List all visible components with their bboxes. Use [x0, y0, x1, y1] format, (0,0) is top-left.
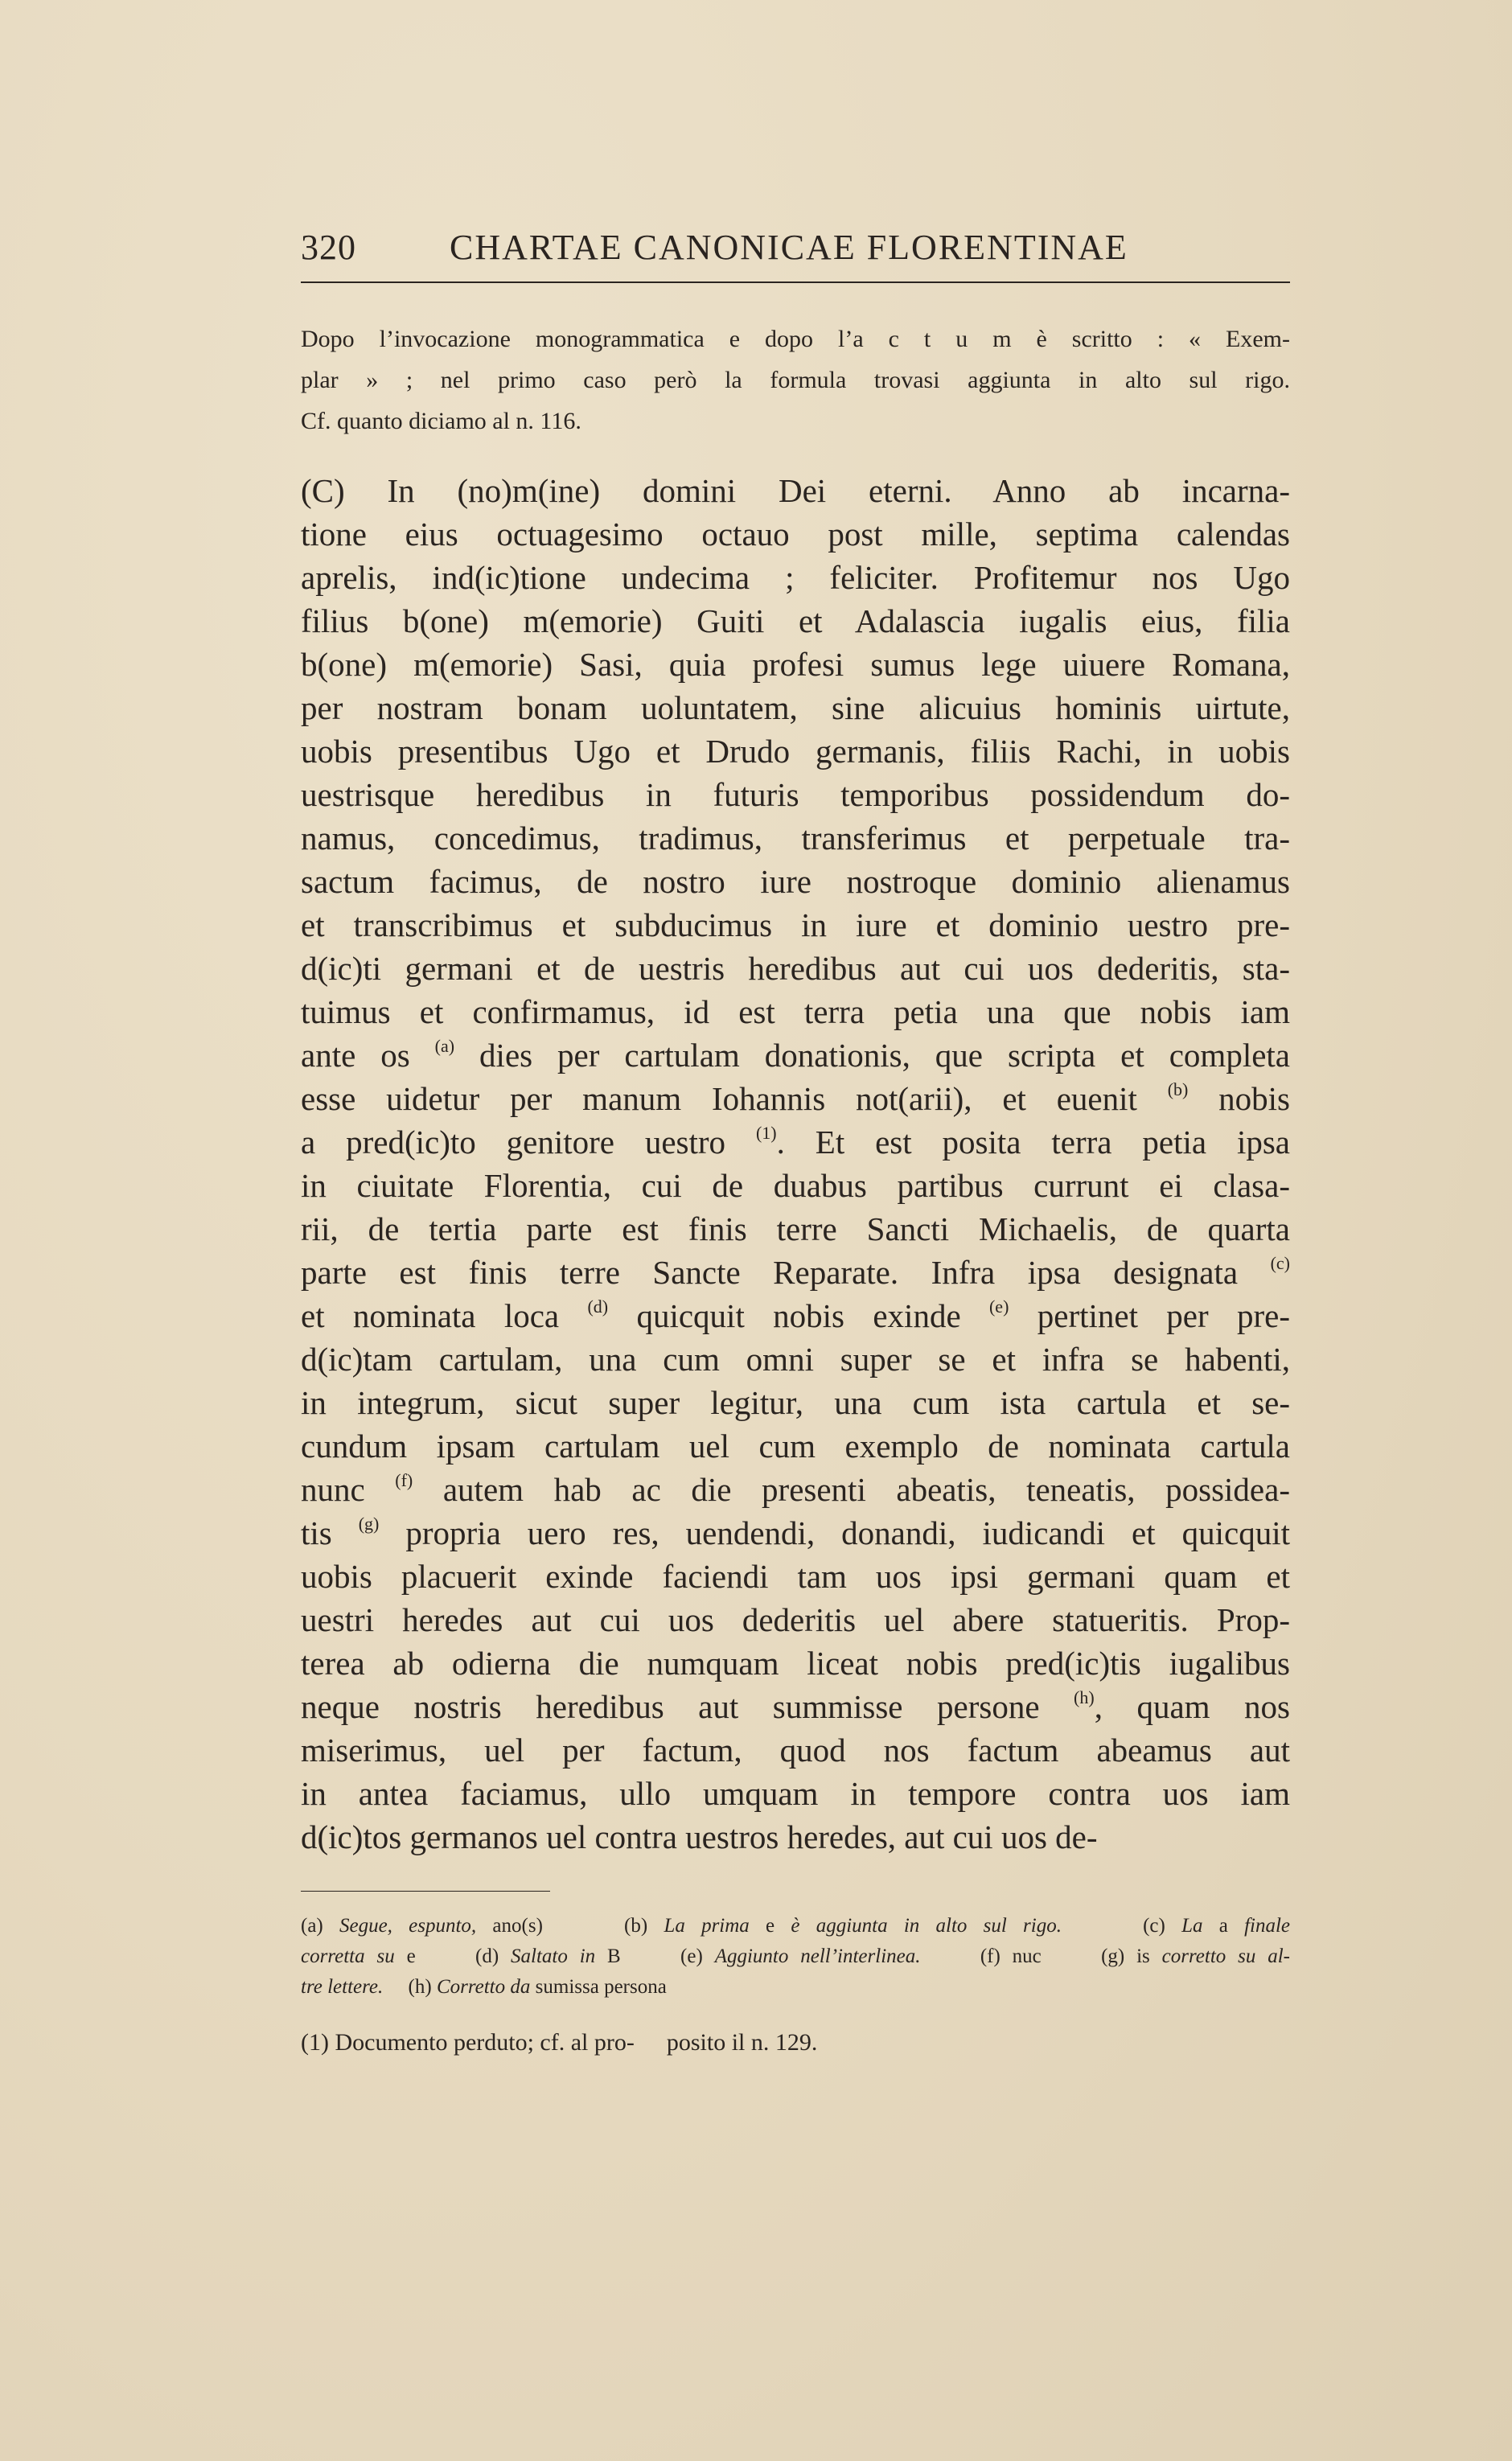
text-line: b(one) m(emorie) Sasi, quia profesi sumus lege uiuere Romana,: [301, 646, 1290, 683]
header-rule: [301, 281, 1290, 283]
text-line: rii, de tertia parte est finis terre Sancti Michaelis, de quarta: [301, 1210, 1290, 1247]
apparatus-segment: Segue, espunto,: [339, 1915, 477, 1937]
apparatus-segment: a: [1202, 1915, 1245, 1937]
page-number: 320: [301, 228, 356, 267]
introductory-note: [301, 318, 1290, 442]
apparatus-segment: B (e): [595, 1945, 715, 1967]
text-line: nunc $^{(f)}$ autem hab ac die presenti abeatis, teneatis, possidea-: [301, 1470, 1290, 1508]
apparatus-segment: tre lettere.: [301, 1976, 384, 1998]
text-line: et transcribimus et subducimus in iure et dominio uestro pre-: [301, 906, 1290, 943]
apparatus-segment: Corretto da: [436, 1976, 531, 1998]
text-line: d(ic)tos germanos uel contra uestros heredes, aut cui uos de-: [301, 1818, 1098, 1855]
note-marker: (e): [988, 1296, 1009, 1317]
text-line: namus, concedimus, tradimus, transferimus et perpetuale tra-: [301, 820, 1290, 857]
text-line: tione eius octuagesimo octauo post mille, septima calendas: [301, 516, 1290, 553]
page-header: [301, 217, 1290, 281]
apparatus-segment: (a): [301, 1915, 339, 1937]
apparatus-segment: e: [749, 1915, 791, 1937]
apparatus-segment: (c): [1061, 1915, 1182, 1937]
footnote-1-part2: posito il n. 129.: [666, 2029, 818, 2056]
apparatus-segment: ano(s) (b): [476, 1915, 664, 1937]
note-marker: (g): [358, 1514, 380, 1534]
apparatus-segment: corretto su al-: [1161, 1945, 1291, 1967]
text-line: tuimus et confirmamus, id est terra petia una que nobis iam: [301, 993, 1290, 1030]
text-line: (C) In (no)m(ine) domini Dei eterni. Anno ab incarna-: [301, 472, 1290, 509]
text-line: d(ic)tam cartulam, una cum omni super se et infra se habenti,: [301, 1341, 1290, 1378]
text-line: uobis presentibus Ugo et Drudo germanis, filiis Rachi, in uobis: [301, 733, 1290, 770]
text-line: ante os $^{(a)}$ dies per cartulam donationis, que scripta et completa: [301, 1036, 1291, 1074]
apparatus-segment: (h): [383, 1976, 437, 1998]
text-line: esse uidetur per manum Iohannis not(arii), et euenit $^{(b)}$ nobis: [301, 1079, 1290, 1117]
footnote-1-part1: (1) Documento perduto; cf. al pro-: [301, 2029, 635, 2056]
text-line: uobis placuerit exinde faciendi tam uos ipsi germani quam et: [301, 1558, 1290, 1595]
apparatus-segment: La: [1181, 1915, 1203, 1937]
apparatus-segment: finale: [1244, 1915, 1290, 1937]
intro-line: Cf. quanto diciamo al n. 116.: [301, 408, 581, 434]
apparatus-line: [301, 1941, 1290, 1972]
critical-apparatus: [301, 1911, 1290, 2003]
text-line: cundum ipsam cartulam uel cum exemplo de nominata cartula: [301, 1428, 1290, 1465]
apparatus-segment: La prima: [664, 1915, 750, 1937]
charter-text: [301, 469, 1290, 1859]
text-line: per nostram bonam uoluntatem, sine alicuius hominis uirtute,: [301, 689, 1290, 726]
text-line: in integrum, sicut super legitur, una cum ista cartula et se-: [301, 1384, 1290, 1421]
text-line: uestri heredes aut cui uos dederitis uel abere statueritis. Prop-: [301, 1601, 1290, 1638]
text-line: parte est finis terre Sancte Reparate. Infra ipsa designata $^{(c)}$: [301, 1253, 1290, 1291]
page: [301, 217, 1290, 2059]
note-marker: (1): [755, 1123, 777, 1143]
intro-line: Dopo l’invocazione monogrammatica e dopo l’a c t u m è scritto : « Exem-: [301, 326, 1290, 352]
text-line: in antea faciamus, ullo umquam in tempore contra uos iam: [301, 1775, 1290, 1812]
text-line: et nominata loca $^{(d)}$ quicquit nobis exinde $^{(e)}$ pertinet per pre-: [301, 1296, 1290, 1334]
footnote-rule: [301, 1891, 550, 1892]
apparatus-segment: è aggiunta in alto sul rigo.: [791, 1915, 1062, 1937]
text-line: aprelis, ind(ic)tione undecima ; feliciter. Profitemur nos Ugo: [301, 559, 1290, 596]
note-marker: (b): [1167, 1079, 1189, 1099]
note-marker: (f): [395, 1470, 413, 1490]
apparatus-line: [301, 1972, 1290, 2003]
text-line: in ciuitate Florentia, cui de duabus partibus currunt ei clasa-: [301, 1167, 1290, 1204]
text-line: sactum facimus, de nostro iure nostroque dominio alienamus: [301, 863, 1290, 900]
footnote-1: [301, 2027, 1290, 2059]
apparatus-segment: Aggiunto nell’interlinea.: [714, 1945, 921, 1967]
text-line: neque nostris heredibus aut summisse persone $^{(h)}$, quam nos: [301, 1687, 1291, 1725]
text-line: tis $^{(g)}$ propria uero res, uendendi, donandi, iudicandi et quicquit: [301, 1514, 1290, 1551]
text-line: a pred(ic)to genitore uestro $^{(1)}$. Et est posita terra petia ipsa: [301, 1123, 1290, 1161]
text-line: d(ic)ti germani et de uestris heredibus aut cui uos dederitis, sta-: [301, 950, 1290, 987]
text-line: filius b(one) m(emorie) Guiti et Adalascia iugalis eius, filia: [301, 602, 1290, 639]
apparatus-segment: e (d): [394, 1945, 512, 1967]
text-line: miserimus, uel per factum, quod nos factum abeamus aut: [301, 1732, 1290, 1769]
apparatus-segment: Saltato in: [511, 1945, 596, 1967]
note-marker: (d): [587, 1296, 609, 1317]
note-marker: (a): [434, 1036, 455, 1056]
intro-line: plar » ; nel primo caso però la formula trovasi aggiunta in alto sul rigo.: [301, 367, 1290, 393]
apparatus-segment: corretta su: [301, 1945, 395, 1967]
note-marker: (c): [1270, 1253, 1290, 1273]
apparatus-segment: (f) nuc (g) is: [920, 1945, 1162, 1967]
text-line: uestrisque heredibus in futuris temporibus possidendum do-: [301, 776, 1290, 813]
note-marker: (h): [1074, 1687, 1095, 1707]
apparatus-segment: sumissa persona: [530, 1976, 667, 1998]
apparatus-line: [301, 1911, 1290, 1941]
running-title: CHARTAE CANONICAE FLORENTINAE: [450, 228, 1128, 267]
text-line: terea ab odierna die numquam liceat nobis pred(ic)tis iugalibus: [301, 1645, 1290, 1682]
